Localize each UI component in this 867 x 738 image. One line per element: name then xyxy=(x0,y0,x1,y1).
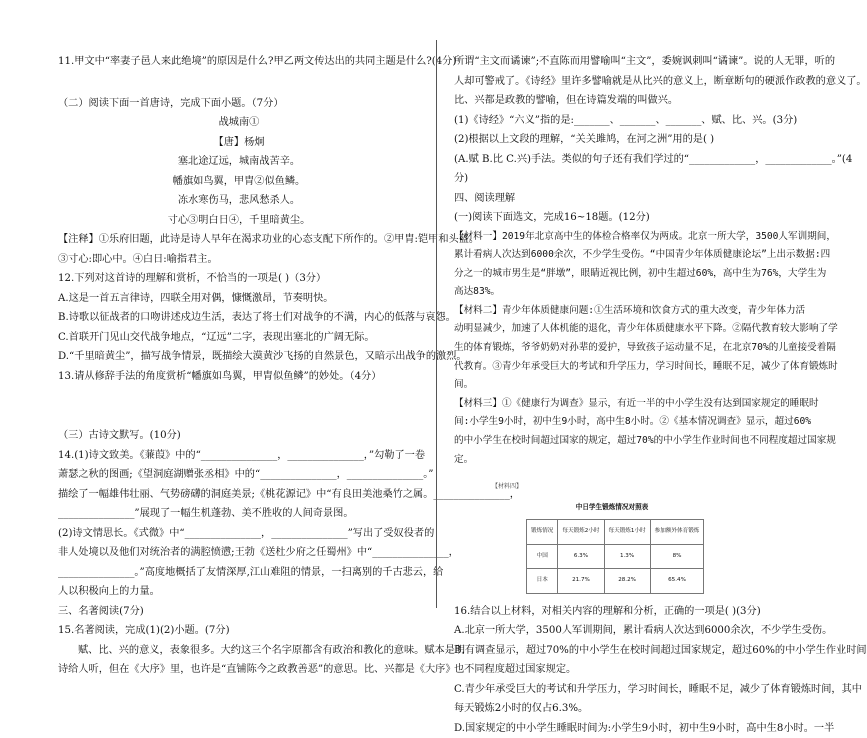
text-line: 萧瑟之秋的图画;《望洞庭湖赠张丞相》中的“_______________，_______________。” xyxy=(58,469,434,480)
table-header-cell: 每天锻炼2小时 xyxy=(558,520,604,545)
text-line: 冻水寒伤马，悲风愁杀人。 xyxy=(177,195,301,206)
blank-space xyxy=(58,72,420,94)
text-line: 分之一的城市男生是“胖墩”，眼睛近视比例，初中生超过60%，高中生为76%，大学生为 xyxy=(454,267,827,279)
text-line: 也不同程度超过国家规定。 xyxy=(454,664,577,676)
table-header-cell: 参加额外体育锻炼 xyxy=(650,520,704,545)
table-cell: 28.2% xyxy=(604,569,650,594)
text-line: 13.请从修辞手法的角度赏析“幡旗如鸟翼，甲胄似鱼鳞”的妙处。（4分） xyxy=(58,370,382,382)
text-line: 每天锻炼2小时的仅占6.3%。 xyxy=(454,703,589,715)
text-line: B.诗歌以征战者的口吻讲述戍边生活，表达了将士们对战争的不满，内心的低落与哀怨。 xyxy=(58,312,456,323)
right-bottom-text xyxy=(454,602,867,738)
text-line: 动明显减少，加速了人体机能的退化，青少年体质健康水平下降。②隔代教育较大影响了学 xyxy=(454,323,838,335)
text-line: _______________。”高度地概括了友情深厚,江山难阻的情景，一扫离别的千古悲云，给 xyxy=(58,566,444,578)
text-line: 的中小学生在校时间超过国家的规定，超过70%的中小学生作业时间也不同程度超过国家规 xyxy=(454,435,836,447)
text-line: C.首联开门见山交代战争地点，“辽远”二字，表现出塞北的广阔无际。 xyxy=(58,331,375,343)
text-line: （二）阅读下面一首唐诗，完成下面小题。（7分） xyxy=(58,97,284,109)
text-line: 幡旗如鸟翼，甲胄②似鱼鳞。 xyxy=(172,175,306,187)
table-tag: 【材料四】 xyxy=(492,483,523,491)
text-line: 所谓“主文而谲谏”;不直陈而用譬喻叫“主文”，委婉讽刺叫“谲谏”。说的人无罪，听的 xyxy=(454,56,836,67)
text-line: 15.名著阅读，完成(1)(2)小题。(7分) xyxy=(58,625,230,636)
text-line: D.“千里暗黄尘”，描写战争情景，既描绘大漠黄沙飞扬的自然景色，又暗示出战争的激烈。 xyxy=(58,351,467,362)
text-line: 【材料二】青少年体质健康问题:①生活环境和饮食方式的重大改变，青少年体力活 xyxy=(454,304,806,316)
text-line: 高达83%。 xyxy=(454,286,501,298)
text-line: 非人处境以及他们对统治者的满腔愤懑;王勃《送杜少府之任蜀州》中“_______________， xyxy=(58,547,459,558)
text-line: （三）古诗文默写。(10分) xyxy=(58,430,181,441)
text-line: 【材料一】2019年北京高中生的体检合格率仅为两成。北京一所大学，3500人军训期间， xyxy=(454,230,836,242)
blank-space xyxy=(58,408,420,426)
text-line: 定。 xyxy=(454,453,474,465)
text-line: 【唐】杨炯 xyxy=(213,136,265,148)
text-line: 11.甲文中“率妻子邑人来此绝境”的原因是什么?甲乙两文传达出的共同主题是什么?(4分) xyxy=(58,56,457,67)
text-line: 分) xyxy=(454,173,469,184)
text-line: _______________”展现了一幅生机蓬勃、美不胜收的人间奇景图。 xyxy=(58,508,354,519)
table-header-row xyxy=(527,520,704,545)
text-line: 诗给人听，但在《大序》里，也许是“直铺陈今之政教善恶”的意思。比、兴都是《大序》 xyxy=(58,664,456,675)
blank-space xyxy=(58,386,420,408)
text-line: 寸心③明白日④，千里暗黄尘。 xyxy=(167,214,311,226)
table-cell: 21.7% xyxy=(558,569,604,594)
text-line: 代教育。③青少年承受巨大的考试和升学压力，学习时间长，睡眠不足，减少了体育锻炼时 xyxy=(454,360,838,372)
text-line: 14.(1)诗文致美。《蒹葭》中的“_______________，_______________，”勾勒了一卷 xyxy=(58,449,426,461)
text-line: 赋、比、兴的意义，表象很多。大约这三个名字原都含有政治和教化的意味。赋本是明 xyxy=(78,644,466,656)
text-line: 生的体育锻炼，爷爷奶奶对孙辈的爱护，导致孩子运动量不足，在北京70%的儿童接受着隔 xyxy=(454,342,836,354)
table-cell: 中国 xyxy=(527,544,558,569)
text-line: (2)根据以上文段的理解，“关关雎鸠，在河之洲”用的是( ) xyxy=(454,134,715,145)
text-line: 累计看病人次达到6000余次，不少学生受伤。“中国青少年体质健康论坛”上出示数据:四 xyxy=(454,249,831,261)
material-four-table-block xyxy=(492,477,732,594)
table-header-cell: 每天锻炼1小时 xyxy=(604,520,650,545)
table-row xyxy=(527,569,704,594)
column-divider xyxy=(436,40,437,608)
comparison-table xyxy=(526,519,704,594)
text-line: C.青少年承受巨大的考试和升学压力，学习时间长，睡眠不足，减少了体育锻炼时间，其中 xyxy=(454,683,862,695)
text-line: 战城南① xyxy=(218,117,260,128)
text-line: 人却可警戒了。《诗经》里许多譬喻就是从比兴的意义上，断章断句的硬派作政教的意义了。 xyxy=(454,75,867,87)
text-line: A.这是一首五言律诗，四联全用对偶，慷慨激昂，节奏明快。 xyxy=(58,292,334,304)
text-line: B.有调查显示，超过70%的中小学生在校时间超过国家规定，超过60%的中小学生作业时间 xyxy=(454,644,867,656)
text-line: 三、名著阅读(7分) xyxy=(58,605,144,617)
text-line: 间:小学生9小时，初中生9小时，高中生8小时。②《基本情况调查》显示，超过60% xyxy=(454,416,812,428)
text-line: 12.下列对这首诗的理解和赏析，不恰当的一项是( )（3分） xyxy=(58,273,327,284)
text-line: 描绘了一幅雄伟壮丽、气势磅礴的洞庭美景;《桃花源记》中“有良田美池桑竹之属。_______________， xyxy=(58,488,520,500)
text-line: (2)诗文情思长。《式微》中“_______________，_______________”写出了受奴役者的 xyxy=(58,527,435,539)
text-line: 塞北途辽远，城南战苦辛。 xyxy=(177,156,301,167)
text-line: 【注释】①乐府旧题，此诗是诗人早年在渴求功业的心态支配下所作的。②甲胄:铠甲和头盔。 xyxy=(58,234,480,245)
table-row xyxy=(527,544,704,569)
table-cell: 65.4% xyxy=(650,569,704,594)
text-line: 【材料三】①《健康行为调查》显示，有近一半的中小学生没有达到国家规定的睡眠时 xyxy=(454,397,819,409)
text-line: D.国家规定的中小学生睡眠时间为:小学生9小时，初中生9小时，高中生8小时。一半 xyxy=(454,722,835,734)
right-top-text xyxy=(454,52,867,469)
text-line: (1)《诗经》“六义”指的是:_______、_______、_______、赋、比、兴。(3分) xyxy=(454,114,798,126)
right-column xyxy=(454,52,867,738)
text-line: 人以积极向上的力量。 xyxy=(58,586,160,597)
table-cell: 6.3% xyxy=(558,544,604,569)
text-line: 16.结合以上材料，对相关内容的理解和分析，正确的一项是( )(3分) xyxy=(454,605,761,617)
table-cell: 8% xyxy=(650,544,704,569)
text-line: (一)阅读下面选文，完成16~18题。(12分) xyxy=(454,212,650,223)
table-caption: 中日学生锻炼情况对照表 xyxy=(575,502,649,511)
text-line: 比、兴都是政教的譬喻，但在诗篇发端的叫做兴。 xyxy=(454,95,679,106)
table-cell: 日本 xyxy=(527,569,558,594)
table-cell: 1.3% xyxy=(604,544,650,569)
text-line: ③寸心:即心中。④白日:喻指君主。 xyxy=(58,253,218,265)
text-line: A.北京一所大学，3500人军训期间，累计看病人次达到6000余次，不少学生受伤。 xyxy=(454,625,833,637)
text-line: 四、阅读理解 xyxy=(454,192,516,204)
text-line: 间。 xyxy=(454,379,474,391)
table-header-cell: 锻炼情况 xyxy=(527,520,558,545)
text-line: (A.赋 B.比 C.兴)手法。类似的句子还有我们学过的“_____________，_____________。”(4 xyxy=(454,153,853,165)
